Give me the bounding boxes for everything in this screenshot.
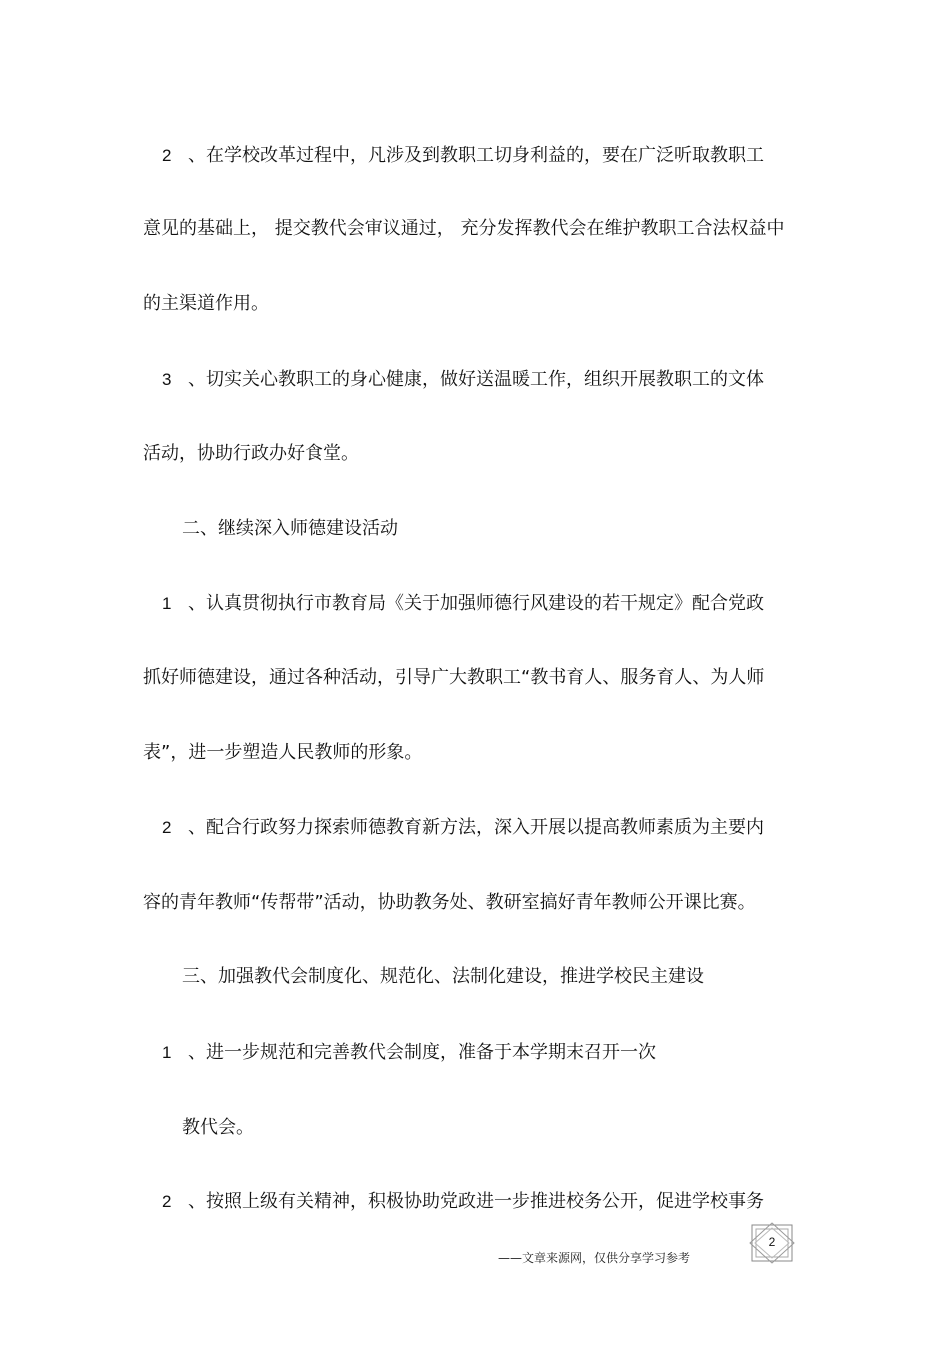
item-number: 2 — [162, 1192, 172, 1211]
item-number: 2 — [162, 146, 172, 165]
paragraph-line: 、认真贯彻执行市教育局《关于加强师德行风建设的若干规定》配合党政 — [188, 593, 764, 614]
paragraph-line: 、在学校改革过程中，凡涉及到教职工切身利益的，要在广泛听取教职工 — [188, 145, 764, 166]
paragraph-line: 容的青年教师“传帮带”活动，协助教务处、教研室搞好青年教师公开课比赛。 — [143, 892, 756, 913]
footer-note: ——文章来源网，仅供分享学习参考 — [498, 1251, 691, 1265]
section-heading: 二、继续深入师德建设活动 — [182, 518, 398, 539]
item-number: 1 — [162, 1043, 172, 1062]
paragraph-line: 表”，进一步塑造人民教师的形象。 — [143, 742, 423, 763]
paragraph-line: 活动，协助行政办好食堂。 — [143, 443, 359, 464]
paragraph-line: 的主渠道作用。 — [143, 293, 269, 314]
paragraph-line: 、按照上级有关精神，积极协助党政进一步推进校务公开，促进学校事务 — [188, 1191, 764, 1212]
paragraph-line: 抓好师德建设，通过各种活动，引导广大教职工“教书育人、服务育人、为人师 — [143, 667, 765, 688]
item-number: 3 — [162, 370, 172, 389]
item-number: 2 — [162, 818, 172, 837]
page-number: 2 — [768, 1235, 776, 1249]
item-number: 1 — [162, 594, 172, 613]
paragraph-line: 、配合行政努力探索师德教育新方法，深入开展以提高教师素质为主要内 — [188, 817, 764, 838]
paragraph-line: 、切实关心教职工的身心健康，做好送温暖工作，组织开展教职工的文体 — [188, 369, 764, 390]
paragraph-line: 、进一步规范和完善教代会制度，准备于本学期末召开一次 — [188, 1042, 656, 1063]
section-heading: 三、加强教代会制度化、规范化、法制化建设，推进学校民主建设 — [182, 966, 704, 987]
paragraph-line: 意见的基础上， 提交教代会审议通过， 充分发挥教代会在维护教职工合法权益中 — [143, 218, 785, 239]
page-number-badge — [748, 1222, 796, 1264]
paragraph-line: 教代会。 — [182, 1117, 254, 1138]
